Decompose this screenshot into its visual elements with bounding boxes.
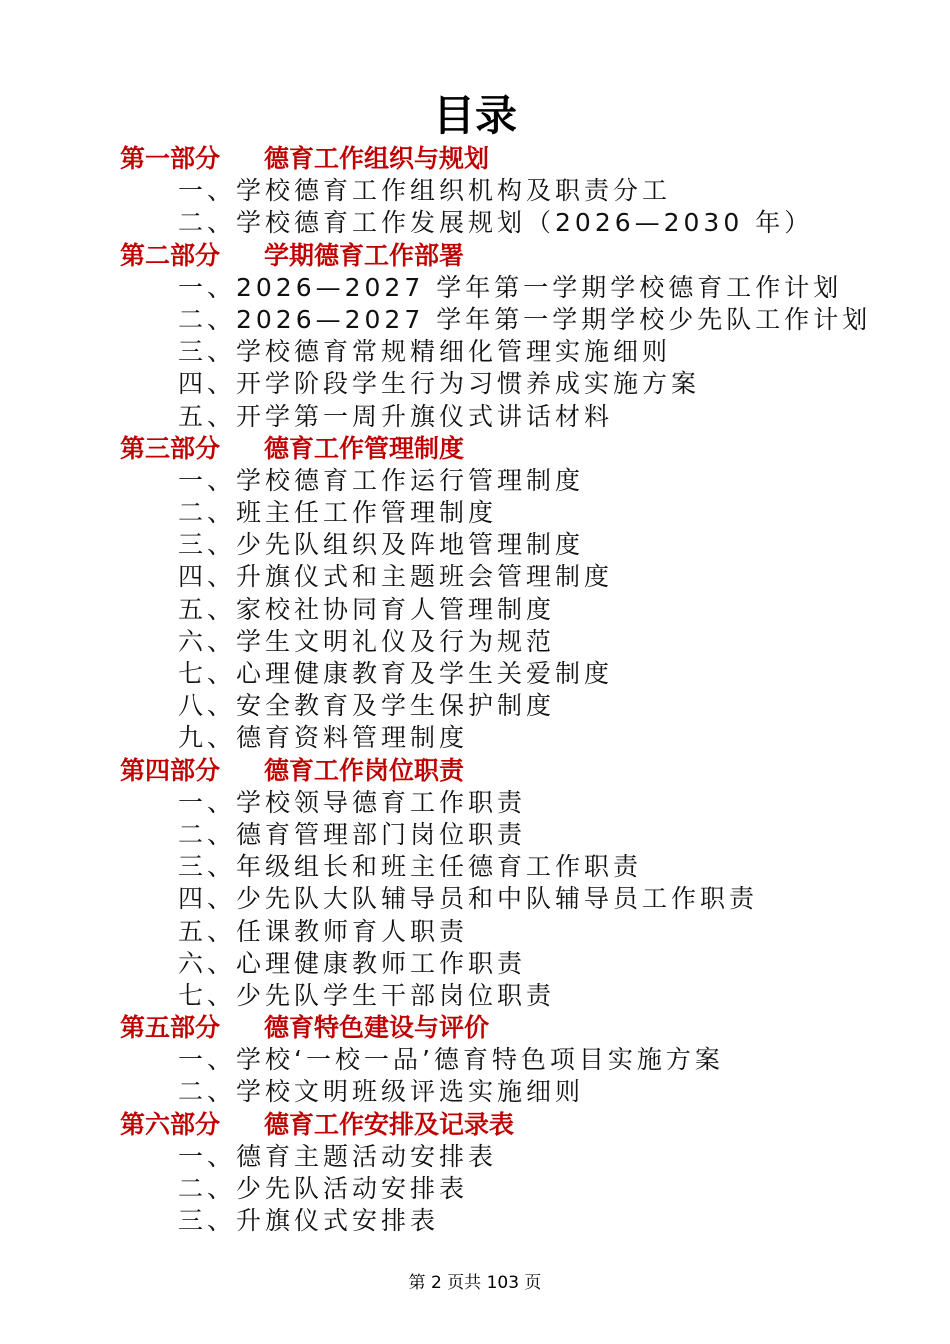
toc-item: 四、开学阶段学生行为习惯养成实施方案 <box>178 369 701 399</box>
page-title: 目录 <box>432 91 517 140</box>
toc-item: 一、学校德育工作组织机构及职责分工 <box>178 176 672 206</box>
section-heading <box>0 240 950 272</box>
section-number: 第二部分 <box>120 240 221 270</box>
toc-item: 一、2026—2027 学年第一学期学校德育工作计划 <box>178 272 843 302</box>
section-title: 德育工作岗位职责 <box>264 755 465 785</box>
toc-item: 五、任课教师育人职责 <box>178 916 469 946</box>
page-footer: 第 2 页共 103 页 <box>408 1273 542 1293</box>
toc-item: 七、心理健康教育及学生关爱制度 <box>178 659 614 688</box>
table-of-contents <box>0 143 950 1237</box>
section-heading <box>0 755 950 787</box>
section-number: 第三部分 <box>120 433 221 463</box>
toc-item: 一、学校‘一校一品’德育特色项目实施方案 <box>178 1045 724 1075</box>
toc-item: 三、学校德育常规精细化管理实施细则 <box>178 337 672 367</box>
section-title: 德育工作管理制度 <box>264 433 465 463</box>
toc-item: 二、德育管理部门岗位职责 <box>178 819 527 849</box>
section-title: 德育工作安排及记录表 <box>264 1109 515 1139</box>
toc-item: 五、开学第一周升旗仪式讲话材料 <box>178 401 614 431</box>
toc-item: 五、家校社协同育人管理制度 <box>178 594 556 624</box>
toc-item: 一、德育主题活动安排表 <box>178 1141 498 1171</box>
section-number: 第四部分 <box>120 755 221 785</box>
toc-item: 七、少先队学生干部岗位职责 <box>178 980 556 1010</box>
toc-item: 二、学校文明班级评选实施细则 <box>178 1077 585 1107</box>
toc-item: 一、学校领导德育工作职责 <box>178 787 527 817</box>
toc-item: 三、年级组长和班主任德育工作职责 <box>178 852 643 882</box>
section-heading <box>0 1012 950 1044</box>
section-number: 第一部分 <box>120 144 221 173</box>
section-number: 第五部分 <box>120 1013 221 1043</box>
toc-item: 六、心理健康教师工作职责 <box>178 948 527 978</box>
section-title: 学期德育工作部署 <box>264 240 465 270</box>
section-heading <box>0 143 950 175</box>
toc-item: 三、少先队组织及阵地管理制度 <box>178 530 585 560</box>
toc-item: 三、升旗仪式安排表 <box>178 1206 440 1236</box>
section-number: 第六部分 <box>120 1109 221 1139</box>
section-title: 德育特色建设与评价 <box>264 1013 490 1043</box>
toc-item: 九、德育资料管理制度 <box>178 723 469 753</box>
toc-item: 八、安全教育及学生保护制度 <box>178 691 556 721</box>
toc-item: 四、升旗仪式和主题班会管理制度 <box>178 562 614 592</box>
toc-item: 二、班主任工作管理制度 <box>178 498 498 528</box>
toc-item: 六、学生文明礼仪及行为规范 <box>178 626 556 656</box>
section-title: 德育工作组织与规划 <box>264 144 490 173</box>
toc-item: 二、2026—2027 学年第一学期学校少先队工作计划 <box>178 304 872 334</box>
toc-item: 二、少先队活动安排表 <box>178 1174 469 1203</box>
toc-item: 一、学校德育工作运行管理制度 <box>178 465 585 495</box>
section-heading <box>0 1109 950 1141</box>
toc-item: 四、少先队大队辅导员和中队辅导员工作职责 <box>178 884 759 914</box>
section-heading <box>0 433 950 465</box>
toc-item: 二、学校德育工作发展规划（2026—2030 年） <box>178 208 814 238</box>
